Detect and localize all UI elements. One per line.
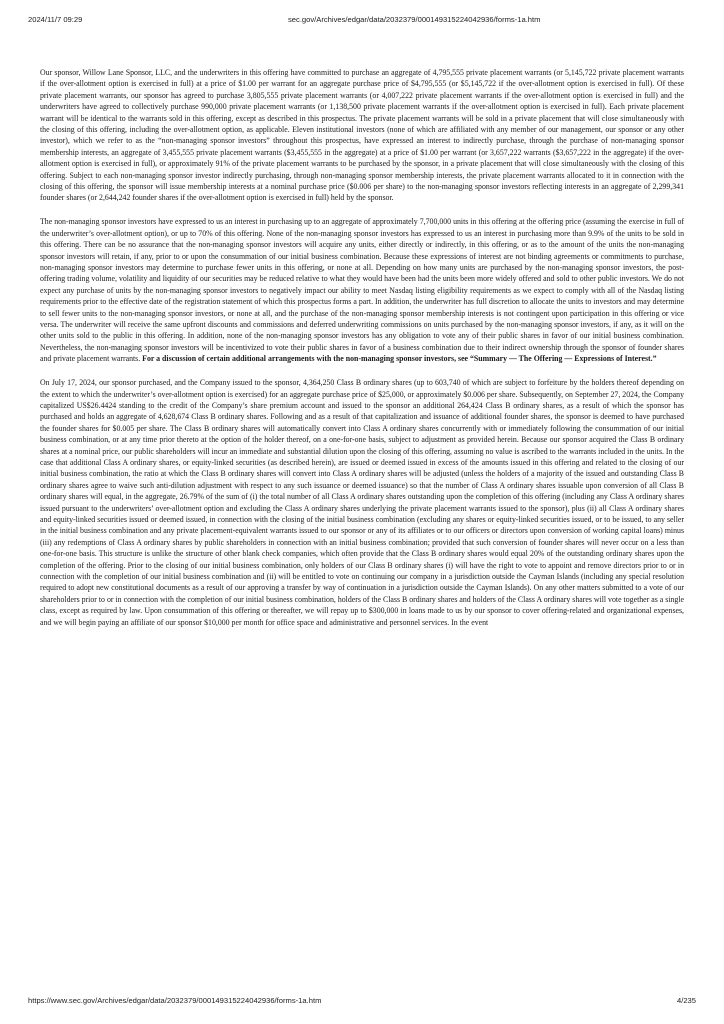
print-header-url: sec.gov/Archives/edgar/data/2032379/000149315224042936/forms-1a.htm bbox=[288, 15, 541, 24]
page-number: 4/235 bbox=[676, 996, 696, 1005]
paragraph-text: On July 17, 2024, our sponsor purchased, and the Company issued to the sponsor, 4,364,250 Class B ordinary shares (up to 603,740 of which are subject to forfeiture by the holders thereof depending on the extent to which the underwriter’s over-allotment option is exercised) for an aggregate purchase price of $25,000, or approximately $0.006 per share. Subsequently, on September 27, 2024, the Company capitalized US$26.4424 standing to the credit of the Company’s share premium account and issued to the sponsor an additional 264,424 Class B ordinary shares, as a result of which the sponsor has purchased and holds an aggregate of 4,628,674 Class B ordinary shares. Following and as a result of that capitalization and issuance of additional founder shares, the sponsor is deemed to have purchased the founder shares for $0.005 per share. The Class B ordinary shares will automatically convert into Class A ordinary shares concurrently with or immediately following the consummation of our initial business combination, or at any time prior thereto at the option of the holder thereof, on a one-for-one basis, subject to adjustment as provided herein. Because our sponsor acquired the Class B ordinary shares at a nominal price, our public shareholders will incur an immediate and substantial dilution upon the closing of this offering, assuming no value is ascribed to the warrants included in the units. In the case that additional Class A ordinary shares, or equity-linked securities (as described herein), are issued or deemed issued in excess of the amounts issued in this offering and related to the closing of our initial business combination, the ratio at which the Class B ordinary shares will convert into Class A ordinary shares will be adjusted (unless the holders of a majority of the issued and outstanding Class B ordinary shares agree to waive such anti-dilution adjustment with respect to any such issuance or deemed issuance) so that the number of Class A ordinary shares issuable upon conversion of all Class B ordinary shares will equal, in the aggregate, 26.79% of the sum of (i) the total number of all Class A ordinary shares outstanding upon the completion of this offering (including any Class A ordinary shares issued pursuant to the underwriters’ over-allotment option and excluding the Class A ordinary shares underlying the private placement warrants issued to the sponsor), plus (ii) all Class A ordinary shares and equity-linked securities issued or deemed issued, in connection with the closing of the initial business combination (excluding any shares or equity-linked securities issued, or to be issued, to any seller in the initial business combination and any private placement-equivalent warrants issued to our sponsor or any of its affiliates or to our officers or directors upon conversion of working capital loans) minus (iii) any redemptions of Class A ordinary shares by public shareholders in connection with an initial business combination; provided that such conversion of founder shares will never occur on a less than one-for-one basis. This structure is unlike the structure of other blank check companies, which often provide that the Class B ordinary shares would equal 20% of the outstanding ordinary shares upon the completion of the offering. Prior to the closing of our initial business combination, only holders of our Class B ordinary shares (i) will have the right to vote to appoint and remove directors prior to or in connection with the completion of our initial business combination and (ii) will be entitled to vote on continuing our company in a jurisdiction outside the Cayman Islands (including any special resolution required to adopt new constitutional documents as a result of our approving a transfer by way of continuation in a jurisdiction outside the Cayman Islands). On any other matters submitted to a vote of our shareholders prior to or in connection with the completion of our initial business combination, holders of the Class B ordinary shares and holders of the Class A ordinary shares will vote together as a single class, except as required by law. Upon consummation of this offering or thereafter, we will repay up to $300,000 in loans made to us by our sponsor to cover offering-related and organizational expenses, and we will begin paying an affiliate of our sponsor $10,000 per month for office space and administrative and personnel services. In the event bbox=[40, 378, 684, 627]
paragraph-text: Our sponsor, Willow Lane Sponsor, LLC, and the underwriters in this offering have committed to purchase an aggregate of 4,795,555 private placement warrants (or 5,145,722 private placement warrants if the over-allotment option is exercised in full) at a price of $1.00 per warrant for an aggregate purchase price of $4,795,555 (or $5,145,722 if the over-allotment option is exercised in full). Of these private placement warrants, our sponsor has agreed to purchase 3,805,555 private placement warrants (or 4,007,222 private placement warrants if the over-allotment option is exercised in full) and the underwriters have agreed to collectively purchase 990,000 private placement warrants (or 1,138,500 private placement warrants if the over-allotment option is exercised in full). Each private placement warrant will be identical to the warrants sold in this offering, except as described in this prospectus. The private placement warrants will be sold in a private placement that will close simultaneously with the closing of this offering, including the over-allotment option, as applicable. Eleven institutional investors (none of which are affiliated with any member of our management, our sponsor or any other investor), which we refer to as the “non-managing sponsor investors” throughout this prospectus, have expressed an interest to indirectly purchase, through the purchase of non-managing sponsor membership interests, an aggregate of 3,455,555 private placement warrants ($3,455,555 in the aggregate) at a price of $1.00 per warrant (or 3,657,222 warrants ($3,657,222 in the aggregate) if the over-allotment option is exercised in full), or approximately 91% of the private placement warrants to be purchased by the sponsor, in a private placement that will close simultaneously with the closing of this offering. Subject to each non-managing sponsor investor indirectly purchasing, through non-managing sponsor membership interests, the private placement warrants allocated to it in connection with the closing of this offering, the sponsor will issue membership interests at a nominal purchase price ($0.006 per share) to the non-managing sponsor investors reflecting interests in an aggregate of 2,299,341 founder shares (or 2,644,242 founder shares if the over-allotment option is exercised in full) held by the sponsor. bbox=[40, 68, 684, 203]
print-footer bbox=[28, 996, 696, 1008]
print-footer-url: https://www.sec.gov/Archives/edgar/data/2032379/000149315224042936/forms-1a.htm bbox=[28, 996, 322, 1005]
paragraph-bold-cross-reference: For a discussion of certain additional arrangements with the non-managing sponsor investors, see “Summary — The Offering — Expressions of Interest.” bbox=[140, 354, 657, 364]
paragraph-class-b-shares bbox=[40, 377, 684, 628]
paragraph-private-placement bbox=[40, 67, 684, 204]
document-body bbox=[40, 67, 684, 641]
paragraph-text: The non-managing sponsor investors have expressed to us an interest in purchasing up to an aggregate of approximately 7,700,000 units in this offering at the offering price (assuming the exercise in full of the underwriter’s over-allotment option), or up to 70% of this offering. None of the non-managing sponsor investors has expressed to us an interest in purchasing more than 9.9% of the units to be sold in this offering. There can be no assurance that the non-managing sponsor investors will acquire any units, either directly or indirectly, in this offering, or as to the amount of the units the non-managing sponsor investors will retain, if any, prior to or upon the consummation of our initial business combination. Because these expressions of interest are not binding agreements or commitments to purchase, non-managing sponsor investors may determine to purchase fewer units in this offering, or none at all. Depending on how many units are purchased by the non-managing sponsor investors, the post-offering trading volume, volatility and liquidity of our securities may be reduced relative to what they would have been had the units been more widely offered and sold to other public investors. We do not expect any purchase of units by the non-managing sponsor investors to negatively impact our ability to meet Nasdaq listing eligibility requirements as we expect to comply with all of the Nasdaq listing requirements prior to the effective date of the registration statement of which this prospectus forms a part. In addition, the underwriter has full discretion to allocate the units to investors and may determine to sell fewer units to the non-managing sponsor investors, or none at all, and the purchase of the non-managing sponsor membership interests is not contingent upon participation in this offering or vice versa. The underwriter will receive the same upfront discounts and commissions and deferred underwriting commissions on units purchased by the non-managing sponsor investors, if any, as it will on the other units sold to the public in this offering. In addition, none of the non-managing sponsor investors has any obligation to vote any of their public shares in favor of our initial business combination. Nevertheless, the non-managing sponsor investors will be incentivized to vote their public shares in favor of a business combination due to their indirect ownership through the sponsor of founder shares and private placement warrants. bbox=[40, 217, 684, 364]
print-timestamp: 2024/11/7 09:29 bbox=[28, 15, 83, 24]
print-header bbox=[28, 15, 696, 27]
paragraph-non-managing-investors bbox=[40, 216, 684, 364]
